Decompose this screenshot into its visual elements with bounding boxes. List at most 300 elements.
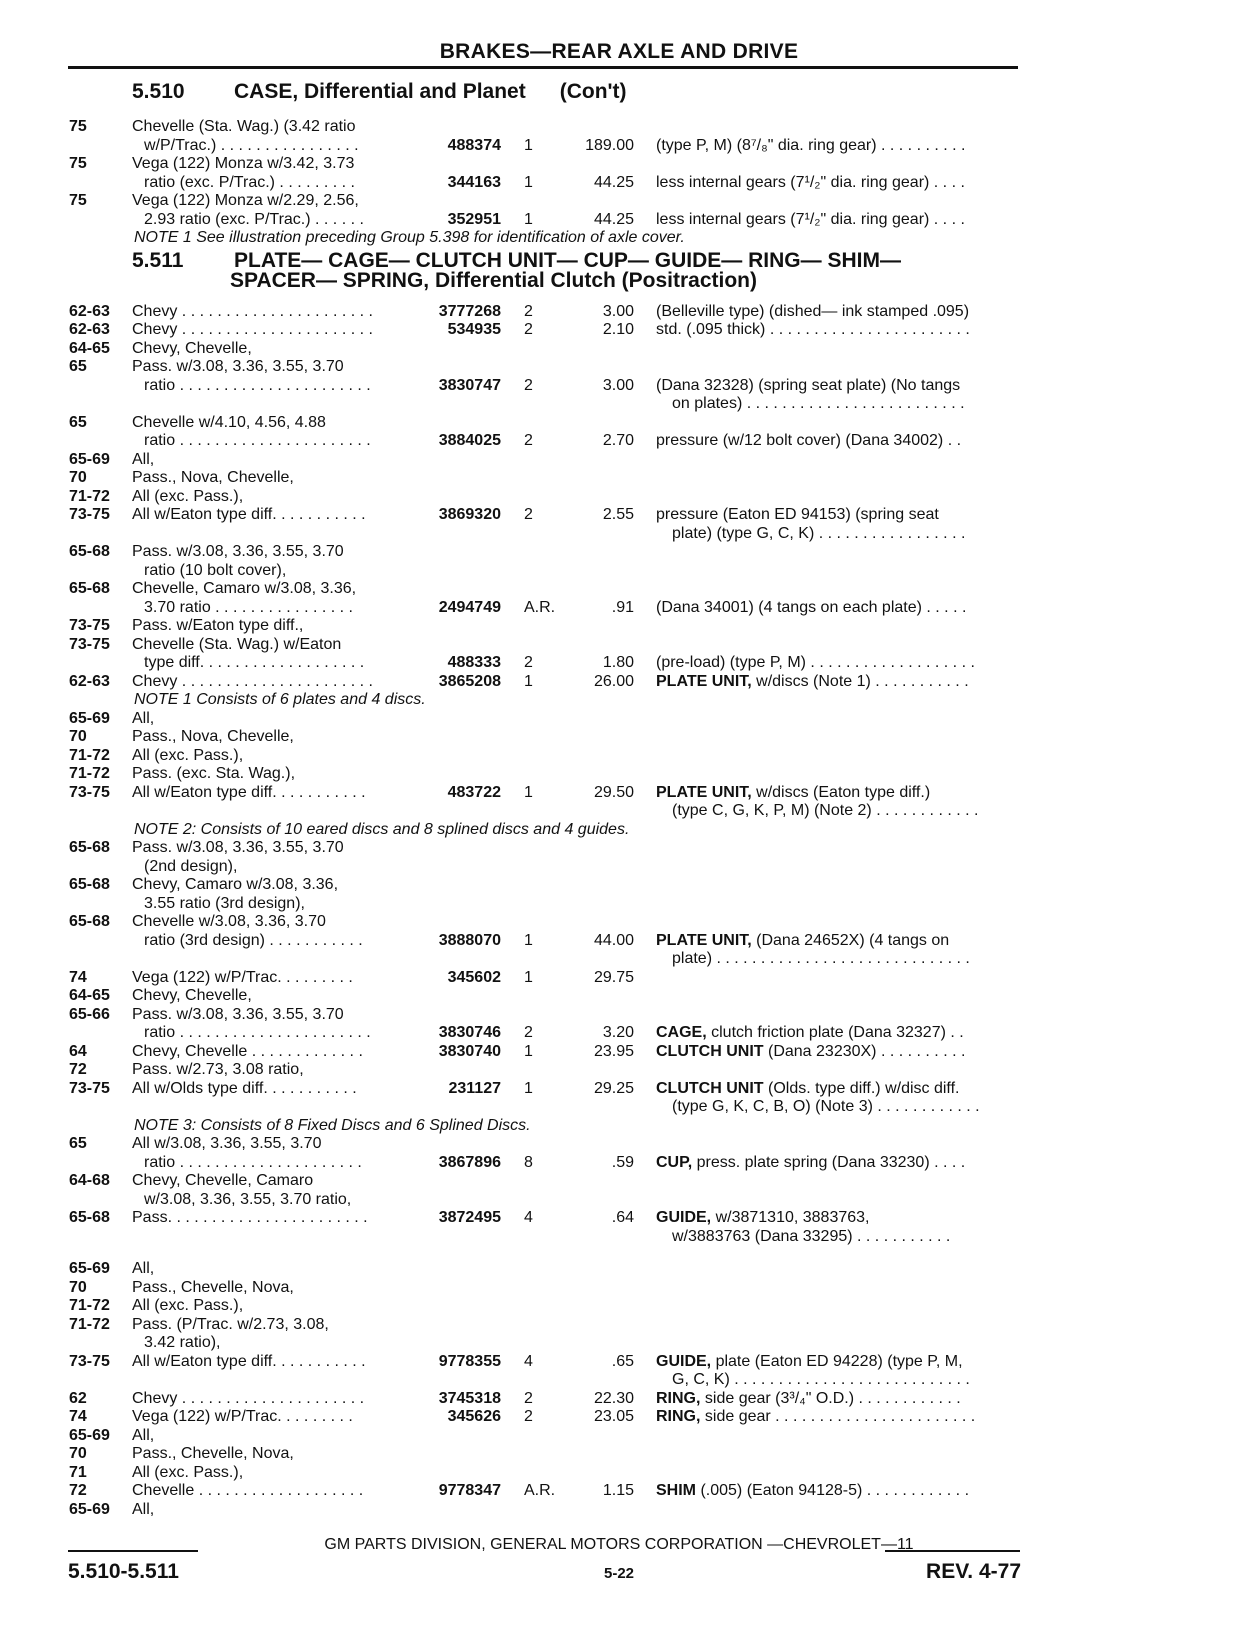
table-row — [0, 340, 1238, 358]
table-row — [0, 1191, 1238, 1209]
year-cell: 65-69 — [69, 1501, 110, 1518]
remarks-text: w/3871310, 3883763, — [711, 1209, 870, 1226]
remarks-text: plate) (type G, C, K) . . . . . . . . . . . . . . . . . — [672, 525, 966, 542]
remarks-text: clutch friction plate (Dana 32327) . . — [706, 1024, 964, 1041]
description-cell: Chevy . . . . . . . . . . . . . . . . . . . . . — [132, 1390, 365, 1407]
year-cell: 75 — [69, 118, 87, 135]
quantity-cell: 1 — [524, 137, 533, 154]
year-cell: 65-69 — [69, 710, 110, 727]
note-text: NOTE 1 See illustration preceding Group 5.398 for identification of axle cover. — [134, 229, 685, 246]
table-row — [0, 451, 1238, 469]
description-cell: Pass. w/2.73, 3.08 ratio, — [132, 1061, 304, 1078]
year-cell: 62-63 — [69, 321, 110, 338]
description-cell: Chevelle, Camaro w/3.08, 3.36, — [132, 580, 357, 597]
part-number-cell: 488374 — [447, 137, 501, 154]
table-row — [0, 1390, 1238, 1408]
year-cell: 65-68 — [69, 839, 110, 856]
table-row — [0, 765, 1238, 783]
table-row — [0, 1098, 1238, 1116]
price-cell: .91 — [611, 599, 634, 616]
table-row — [0, 599, 1238, 617]
part-number-cell: 345602 — [447, 969, 501, 986]
table-row — [0, 913, 1238, 931]
description-cell: Vega (122) w/P/Trac. . . . . . . . . — [132, 969, 353, 986]
remarks-cell — [656, 599, 1018, 617]
table-row — [0, 1006, 1238, 1024]
note-row — [0, 229, 1238, 247]
price-cell: 1.15 — [602, 1482, 634, 1499]
price-cell: .59 — [611, 1154, 634, 1171]
description-cell: Chevy . . . . . . . . . . . . . . . . . . . . . . — [132, 321, 373, 338]
remarks-cell — [672, 950, 1018, 968]
description-cell: 3.42 ratio), — [144, 1334, 221, 1351]
table-row — [0, 1209, 1238, 1227]
description-cell: All, — [132, 1427, 155, 1444]
price-cell: 44.25 — [593, 174, 634, 191]
part-name-label: CUP, — [656, 1154, 693, 1171]
description-cell: Chevy . . . . . . . . . . . . . . . . . . . . . . — [132, 303, 373, 320]
table-row — [0, 1501, 1238, 1519]
year-cell: 71-72 — [69, 488, 110, 505]
remarks-text: w/discs (Eaton type diff.) — [751, 784, 931, 801]
part-number-cell: 352951 — [447, 211, 501, 228]
description-cell: Chevelle w/3.08, 3.36, 3.70 — [132, 913, 326, 930]
table-row — [0, 784, 1238, 802]
table-row — [0, 543, 1238, 561]
quantity-cell: 1 — [524, 174, 533, 191]
description-cell: Chevy, Chevelle, Camaro — [132, 1172, 314, 1189]
quantity-cell: 2 — [524, 1408, 533, 1425]
remarks-cell — [656, 137, 1018, 155]
year-cell: 64-68 — [69, 1172, 110, 1189]
part-number-cell: 3830740 — [438, 1043, 501, 1060]
page-title: BRAKES—REAR AXLE AND DRIVE — [439, 40, 799, 63]
year-cell: 65 — [69, 1135, 87, 1152]
table-row — [0, 1353, 1238, 1371]
remarks-cell — [656, 432, 1018, 450]
year-cell: 71-72 — [69, 1316, 110, 1333]
part-name-label: CLUTCH UNIT — [656, 1043, 764, 1060]
part-number-cell: 345626 — [447, 1408, 501, 1425]
quantity-cell: 1 — [524, 784, 533, 801]
table-row — [0, 802, 1238, 820]
part-number-cell: 2494749 — [438, 599, 501, 616]
table-row — [0, 710, 1238, 728]
part-number-cell: 3745318 — [438, 1390, 501, 1407]
year-cell: 65-68 — [69, 876, 110, 893]
remarks-text: plate (Eaton ED 94228) (type P, M, — [711, 1353, 963, 1370]
quantity-cell: 2 — [524, 321, 533, 338]
description-cell: All w/3.08, 3.36, 3.55, 3.70 — [132, 1135, 322, 1152]
table-row — [0, 1154, 1238, 1172]
description-cell: Chevelle w/4.10, 4.56, 4.88 — [132, 414, 326, 431]
note-row — [0, 691, 1238, 709]
remarks-text: (Dana 32328) (spring seat plate) (No tangs — [656, 377, 961, 394]
table-row — [0, 395, 1238, 413]
year-cell: 65-69 — [69, 451, 110, 468]
quantity-cell: 2 — [524, 377, 533, 394]
price-cell: 2.10 — [602, 321, 634, 338]
table-row — [0, 155, 1238, 173]
table-row — [0, 895, 1238, 913]
year-cell: 71-72 — [69, 1297, 110, 1314]
price-cell: .65 — [611, 1353, 634, 1370]
description-cell: Chevelle . . . . . . . . . . . . . . . . . . . — [132, 1482, 364, 1499]
part-number-cell: 3884025 — [438, 432, 501, 449]
table-row — [0, 377, 1238, 395]
section-title: PLATE— CAGE— CLUTCH UNIT— CUP— GUIDE— RING— SHIM— — [234, 249, 901, 272]
description-cell: 2.93 ratio (exc. P/Trac.) . . . . . . — [144, 211, 364, 228]
year-cell: 65 — [69, 414, 87, 431]
remarks-cell — [656, 377, 1018, 395]
table-row — [0, 1371, 1238, 1389]
table-row — [0, 1464, 1238, 1482]
remarks-text: (Belleville type) (dished— ink stamped .095) — [656, 303, 970, 320]
remarks-cell — [672, 525, 1018, 543]
part-number-cell: 344163 — [447, 174, 501, 191]
description-cell: ratio (exc. P/Trac.) . . . . . . . . . — [144, 174, 355, 191]
part-number-cell: 3830747 — [438, 377, 501, 394]
quantity-cell: 1 — [524, 673, 533, 690]
remarks-cell — [656, 654, 1018, 672]
description-cell: Pass., Chevelle, Nova, — [132, 1445, 294, 1462]
remarks-cell — [672, 395, 1018, 413]
year-cell: 73-75 — [69, 1353, 110, 1370]
year-cell: 71-72 — [69, 765, 110, 782]
year-cell: 62-63 — [69, 673, 110, 690]
quantity-cell: 4 — [524, 1353, 533, 1370]
table-row — [0, 469, 1238, 487]
revision-label: REV. 4-77 — [926, 1560, 1021, 1583]
part-number-cell: 3872495 — [438, 1209, 501, 1226]
page-number: 5-22 — [603, 1565, 635, 1582]
price-cell: 2.70 — [602, 432, 634, 449]
year-cell: 70 — [69, 1445, 87, 1462]
part-name-label: GUIDE, — [656, 1209, 712, 1226]
year-cell: 72 — [69, 1482, 87, 1499]
remarks-text: pressure (Eaton ED 94153) (spring seat — [656, 506, 939, 523]
description-cell: Pass., Chevelle, Nova, — [132, 1279, 294, 1296]
part-number-cell: 9778347 — [438, 1482, 501, 1499]
quantity-cell: 4 — [524, 1209, 533, 1226]
description-cell: ratio . . . . . . . . . . . . . . . . . . . . . . — [144, 1024, 371, 1041]
part-name-label: CLUTCH UNIT — [656, 1080, 764, 1097]
table-row — [0, 525, 1238, 543]
table-row — [0, 1279, 1238, 1297]
part-number-cell: 3777268 — [438, 303, 501, 320]
quantity-cell: 2 — [524, 506, 533, 523]
year-cell: 62 — [69, 1390, 87, 1407]
quantity-cell: A.R. — [524, 1482, 556, 1499]
price-cell: 3.20 — [602, 1024, 634, 1041]
section-title-line2: SPACER— SPRING, Differential Clutch (Positraction) — [230, 269, 757, 292]
remarks-cell — [656, 1353, 1018, 1371]
table-row — [0, 673, 1238, 691]
remarks-text: (type C, G, K, P, M) (Note 2) . . . . . . . . . . . . — [672, 802, 979, 819]
remarks-text: (Olds. type diff.) w/disc diff. — [763, 1080, 960, 1097]
remarks-cell — [672, 1228, 1018, 1246]
part-name-label: RING, — [656, 1390, 701, 1407]
remarks-text: on plates) . . . . . . . . . . . . . . . . . . . . . . . . . — [672, 395, 965, 412]
part-name-label: GUIDE, — [656, 1353, 712, 1370]
year-cell: 73-75 — [69, 784, 110, 801]
remarks-cell — [656, 1024, 1018, 1042]
remarks-cell — [656, 303, 1018, 321]
price-cell: 26.00 — [593, 673, 634, 690]
year-cell: 64-65 — [69, 987, 110, 1004]
remarks-text: G, C, K) . . . . . . . . . . . . . . . . . . . . . . . . . . . — [672, 1371, 970, 1388]
description-cell: Pass. w/Eaton type diff., — [132, 617, 304, 634]
remarks-text: pressure (w/12 bolt cover) (Dana 34002) . . — [656, 432, 962, 449]
description-cell: Chevy, Chevelle . . . . . . . . . . . . . — [132, 1043, 363, 1060]
table-row — [0, 617, 1238, 635]
section-number: 5.510 — [132, 80, 185, 103]
table-row — [0, 1427, 1238, 1445]
description-cell: Vega (122) Monza w/2.29, 2.56, — [132, 192, 359, 209]
description-cell: All (exc. Pass.), — [132, 488, 244, 505]
remarks-cell — [672, 1371, 1018, 1389]
year-cell: 73-75 — [69, 636, 110, 653]
table-row — [0, 506, 1238, 524]
table-row — [0, 358, 1238, 376]
year-cell: 71-72 — [69, 747, 110, 764]
remarks-cell — [672, 1098, 1018, 1116]
year-cell: 62-63 — [69, 303, 110, 320]
table-row — [0, 969, 1238, 987]
part-name-label: PLATE UNIT, — [656, 932, 752, 949]
description-cell: ratio (10 bolt cover), — [144, 562, 287, 579]
note-text: NOTE 3: Consists of 8 Fixed Discs and 6 Splined Discs. — [134, 1117, 531, 1134]
year-cell: 65 — [69, 358, 87, 375]
year-cell: 75 — [69, 192, 87, 209]
remarks-cell — [656, 211, 1018, 229]
quantity-cell: 1 — [524, 969, 533, 986]
quantity-cell: 2 — [524, 1390, 533, 1407]
year-cell: 65-68 — [69, 543, 110, 560]
price-cell: 44.25 — [593, 211, 634, 228]
footer-section-ref: 5.510-5.511 — [68, 1560, 179, 1583]
table-row — [0, 432, 1238, 450]
year-cell: 73-75 — [69, 1080, 110, 1097]
remarks-text: side gear . . . . . . . . . . . . . . . . . . . . . . . — [700, 1408, 976, 1425]
description-cell: Pass. w/3.08, 3.36, 3.55, 3.70 — [132, 1006, 344, 1023]
remarks-cell — [656, 784, 1018, 802]
remarks-text: (.005) (Eaton 94128-5) . . . . . . . . . . . . — [696, 1482, 970, 1499]
year-cell: 64 — [69, 1043, 87, 1060]
price-cell: 29.50 — [593, 784, 634, 801]
note-row — [0, 821, 1238, 839]
description-cell: Pass., Nova, Chevelle, — [132, 728, 294, 745]
quantity-cell: 1 — [524, 1080, 533, 1097]
year-cell: 73-75 — [69, 617, 110, 634]
description-cell: Chevy . . . . . . . . . . . . . . . . . . . . . . — [132, 673, 373, 690]
remarks-cell — [656, 1154, 1018, 1172]
continued-label: (Con't) — [559, 80, 627, 103]
year-cell: 65-69 — [69, 1260, 110, 1277]
year-cell: 72 — [69, 1061, 87, 1078]
table-row — [0, 1135, 1238, 1153]
description-cell: All w/Olds type diff. . . . . . . . . . . — [132, 1080, 357, 1097]
table-row — [0, 1080, 1238, 1098]
remarks-cell — [656, 1408, 1018, 1426]
description-cell: Pass. . . . . . . . . . . . . . . . . . . . . . . — [132, 1209, 368, 1226]
year-cell: 65-68 — [69, 580, 110, 597]
table-row — [0, 876, 1238, 894]
part-number-cell: 3865208 — [438, 673, 501, 690]
description-cell: 3.70 ratio . . . . . . . . . . . . . . . . — [144, 599, 353, 616]
price-cell: 3.00 — [602, 377, 634, 394]
table-row — [0, 1297, 1238, 1315]
table-row — [0, 858, 1238, 876]
year-cell: 74 — [69, 969, 87, 986]
part-name-label: SHIM — [656, 1482, 696, 1499]
table-row — [0, 1061, 1238, 1079]
year-cell: 70 — [69, 1279, 87, 1296]
table-row — [0, 174, 1238, 192]
quantity-cell: 2 — [524, 1024, 533, 1041]
table-row — [0, 654, 1238, 672]
table-row — [0, 321, 1238, 339]
table-row — [0, 1228, 1238, 1246]
description-cell: All w/Eaton type diff. . . . . . . . . . . — [132, 506, 366, 523]
part-number-cell: 231127 — [448, 1080, 501, 1097]
description-cell: Pass. (P/Trac. w/2.73, 3.08, — [132, 1316, 329, 1333]
description-cell: All (exc. Pass.), — [132, 1464, 244, 1481]
part-name-label: CAGE, — [656, 1024, 707, 1041]
price-cell: 23.05 — [593, 1408, 634, 1425]
remarks-cell — [656, 1482, 1018, 1500]
description-cell: All w/Eaton type diff. . . . . . . . . . . — [132, 784, 366, 801]
year-cell: 65-68 — [69, 1209, 110, 1226]
description-cell: 3.55 ratio (3rd design), — [144, 895, 305, 912]
description-cell: All, — [132, 1501, 155, 1518]
description-cell: Vega (122) w/P/Trac. . . . . . . . . — [132, 1408, 353, 1425]
price-cell: .64 — [611, 1209, 634, 1226]
part-name-label: PLATE UNIT, — [656, 673, 752, 690]
remarks-cell — [672, 802, 1018, 820]
table-row — [0, 562, 1238, 580]
part-number-cell: 488333 — [447, 654, 501, 671]
year-cell: 73-75 — [69, 506, 110, 523]
table-row — [0, 303, 1238, 321]
price-cell: 2.55 — [602, 506, 634, 523]
description-cell: Chevelle (Sta. Wag.) w/Eaton — [132, 636, 342, 653]
description-cell: All (exc. Pass.), — [132, 1297, 244, 1314]
table-row — [0, 488, 1238, 506]
table-row — [0, 1172, 1238, 1190]
part-number-cell: 3867896 — [438, 1154, 501, 1171]
description-cell: Vega (122) Monza w/3.42, 3.73 — [132, 155, 355, 172]
quantity-cell: 8 — [524, 1154, 533, 1171]
description-cell: ratio . . . . . . . . . . . . . . . . . . . . . . — [144, 432, 371, 449]
table-row — [0, 1043, 1238, 1061]
table-row — [0, 1408, 1238, 1426]
price-cell: 23.95 — [593, 1043, 634, 1060]
description-cell: Pass. w/3.08, 3.36, 3.55, 3.70 — [132, 543, 344, 560]
remarks-cell — [656, 1209, 1018, 1227]
remarks-text: (type P, M) (8⁷/₈" dia. ring gear) . . . . . . . . . . — [656, 137, 966, 154]
remarks-cell — [656, 506, 1018, 524]
price-cell: 29.75 — [593, 969, 634, 986]
remarks-text: w/discs (Note 1) . . . . . . . . . . . — [751, 673, 969, 690]
remarks-text: (Dana 24652X) (4 tangs on — [751, 932, 950, 949]
part-number-cell: 3830746 — [438, 1024, 501, 1041]
quantity-cell: 2 — [524, 432, 533, 449]
description-cell: Pass. (exc. Sta. Wag.), — [132, 765, 296, 782]
description-cell: All w/Eaton type diff. . . . . . . . . . . — [132, 1353, 366, 1370]
table-row — [0, 1316, 1238, 1334]
year-cell: 65-66 — [69, 1006, 110, 1023]
remarks-cell — [656, 1043, 1018, 1061]
description-cell: (2nd design), — [144, 858, 238, 875]
table-row — [0, 1024, 1238, 1042]
description-cell: All (exc. Pass.), — [132, 747, 244, 764]
table-row — [0, 932, 1238, 950]
description-cell: Chevelle (Sta. Wag.) (3.42 ratio — [132, 118, 356, 135]
note-text: NOTE 1 Consists of 6 plates and 4 discs. — [134, 691, 426, 708]
table-row — [0, 839, 1238, 857]
remarks-text: plate) . . . . . . . . . . . . . . . . . . . . . . . . . . . . . — [672, 950, 970, 967]
remarks-text: less internal gears (7¹/₂" dia. ring gear) . . . . — [656, 211, 965, 228]
description-cell: All, — [132, 451, 155, 468]
remarks-cell — [656, 321, 1018, 339]
remarks-text: (type G, K, C, B, O) (Note 3) . . . . . . . . . . . . — [672, 1098, 980, 1115]
price-cell: 22.30 — [593, 1390, 634, 1407]
remarks-text: (pre-load) (type P, M) . . . . . . . . . . . . . . . . . . . — [656, 654, 975, 671]
year-cell: 65-69 — [69, 1427, 110, 1444]
description-cell: ratio (3rd design) . . . . . . . . . . . — [144, 932, 363, 949]
part-name-label: PLATE UNIT, — [656, 784, 752, 801]
remarks-text: (Dana 34001) (4 tangs on each plate) . . . . . — [656, 599, 967, 616]
description-cell: Pass. w/3.08, 3.36, 3.55, 3.70 — [132, 358, 344, 375]
table-row — [0, 1445, 1238, 1463]
table-row — [0, 1260, 1238, 1278]
year-cell: 70 — [69, 469, 87, 486]
description-cell: Chevy, Camaro w/3.08, 3.36, — [132, 876, 339, 893]
remarks-text: press. plate spring (Dana 33230) . . . . — [692, 1154, 966, 1171]
quantity-cell: 2 — [524, 654, 533, 671]
table-row — [0, 580, 1238, 598]
year-cell: 71 — [69, 1464, 87, 1481]
part-name-label: RING, — [656, 1408, 701, 1425]
remarks-cell — [656, 174, 1018, 192]
remarks-text: less internal gears (7¹/₂" dia. ring gear) . . . . — [656, 174, 965, 191]
price-cell: 1.80 — [602, 654, 634, 671]
table-row — [0, 1482, 1238, 1500]
remarks-cell — [656, 1080, 1018, 1098]
section-number: 5.511 — [132, 249, 184, 272]
description-cell: All, — [132, 1260, 155, 1277]
price-cell: 44.00 — [593, 932, 634, 949]
table-row — [0, 1334, 1238, 1352]
remarks-cell — [656, 932, 1018, 950]
remarks-text: (Dana 23230X) . . . . . . . . . . — [763, 1043, 966, 1060]
quantity-cell: 1 — [524, 211, 533, 228]
description-cell: Pass., Nova, Chevelle, — [132, 469, 294, 486]
description-cell: Chevy, Chevelle, — [132, 987, 252, 1004]
price-cell: 3.00 — [602, 303, 634, 320]
section-title: CASE, Differential and Planet — [234, 80, 526, 103]
note-row — [0, 1117, 1238, 1135]
description-cell: Pass. w/3.08, 3.36, 3.55, 3.70 — [132, 839, 344, 856]
description-cell: w/3.08, 3.36, 3.55, 3.70 ratio, — [144, 1191, 352, 1208]
remarks-cell — [656, 1390, 1018, 1408]
description-cell: Chevy, Chevelle, — [132, 340, 252, 357]
description-cell: All, — [132, 710, 155, 727]
table-row — [0, 414, 1238, 432]
table-row — [0, 987, 1238, 1005]
part-number-cell: 534935 — [447, 321, 501, 338]
